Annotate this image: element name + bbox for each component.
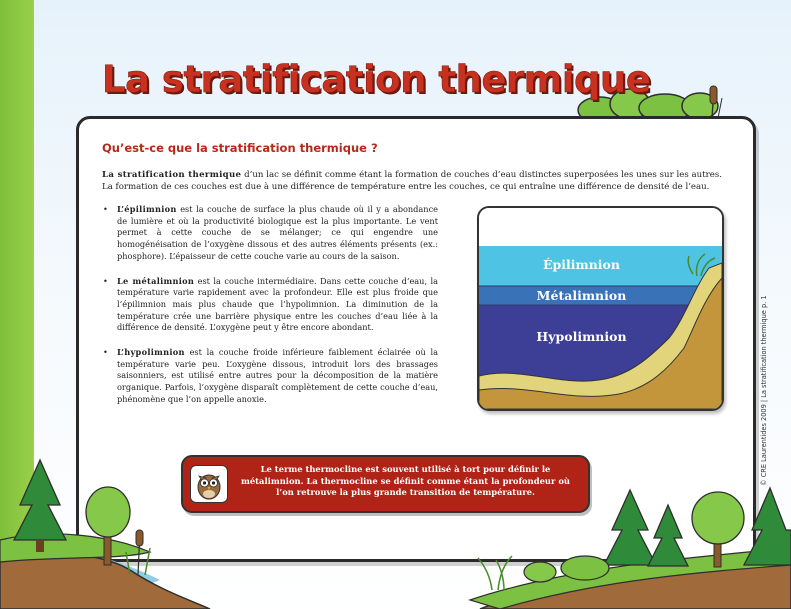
- bullet-text: est la couche froide inférieure faiblement éclairée où la température varie peu. L’oxygène dissous, introduit lors des brassages saisonniers, est utilisé entre autres pour la décomposition de la matière organique. Parfois, l’oxygène disparaît complètement de cette couche d’eau, phénomène que l’on appelle anoxie.: [117, 347, 438, 404]
- bullet-term: Le métalimnion: [117, 275, 195, 286]
- layer-definitions-list: [102, 204, 438, 419]
- intro-text: d’un lac se définit comme étant la formation de couches d’eau distinctes superposées les unes sur les autres. La formation de ces couches est due à une différence de température entre les couches, ce qui entraîne une différence de densité de l’eau.: [102, 170, 722, 192]
- intro-term: La stratification thermique: [102, 170, 242, 180]
- bullet-icon: •: [103, 204, 108, 214]
- list-item-hypolimnion: [102, 347, 438, 406]
- stratification-diagram: [477, 206, 724, 411]
- copyright-credit: © CRE Laurentides 2009 | La stratification thermique p. 1: [760, 295, 768, 486]
- metalimnion-label: Métalimnion: [536, 288, 627, 303]
- bullet-text: est la couche de surface la plus chaude où il y a abondance de lumière et où la productivité biologique est la plus importante. Le vent permet à cette couche de se mélanger; ce qui engendre une homogénéisation de l’oxygène dissous et des autres éléments présents (ex.: phosphore). L’épaisseur de cette couche varie au cours de la saison.: [117, 204, 438, 261]
- page-title: La stratification thermique: [102, 58, 651, 101]
- list-item-epilimnion: [102, 204, 438, 263]
- thermocline-callout: [181, 455, 590, 513]
- section-heading: Qu’est-ce que la stratification thermique ?: [102, 141, 378, 155]
- callout-text: Le terme thermocline est souvent utilisé à tort pour définir le métalimnion. La thermocline se définit comme étant la profondeur où l’on retrouve la plus grande transition de température.: [240, 464, 571, 497]
- bullet-term: L’épilimnion: [117, 204, 177, 214]
- bullet-icon: •: [103, 347, 108, 358]
- intro-paragraph: [102, 169, 722, 193]
- bullet-text: est la couche intermédiaire. Dans cette couche d’eau, la température varie rapidement avec la profondeur. Elle est plus froide que l’épilimnion mais plus chaude que l’hypolimnion. La diminution de la température crée une barrière physique entre les couches d’eau liée à la différence de densité. L’oxygène peut y être encore abondant.: [117, 275, 438, 333]
- list-item-metalimnion: [102, 276, 438, 335]
- hypolimnion-label: Hypolimnion: [536, 329, 627, 344]
- owl-icon: [190, 465, 228, 503]
- bullet-term: L’hypolimnion: [117, 347, 185, 358]
- epilimnion-label: Épilimnion: [542, 257, 620, 272]
- bullet-icon: •: [103, 275, 108, 286]
